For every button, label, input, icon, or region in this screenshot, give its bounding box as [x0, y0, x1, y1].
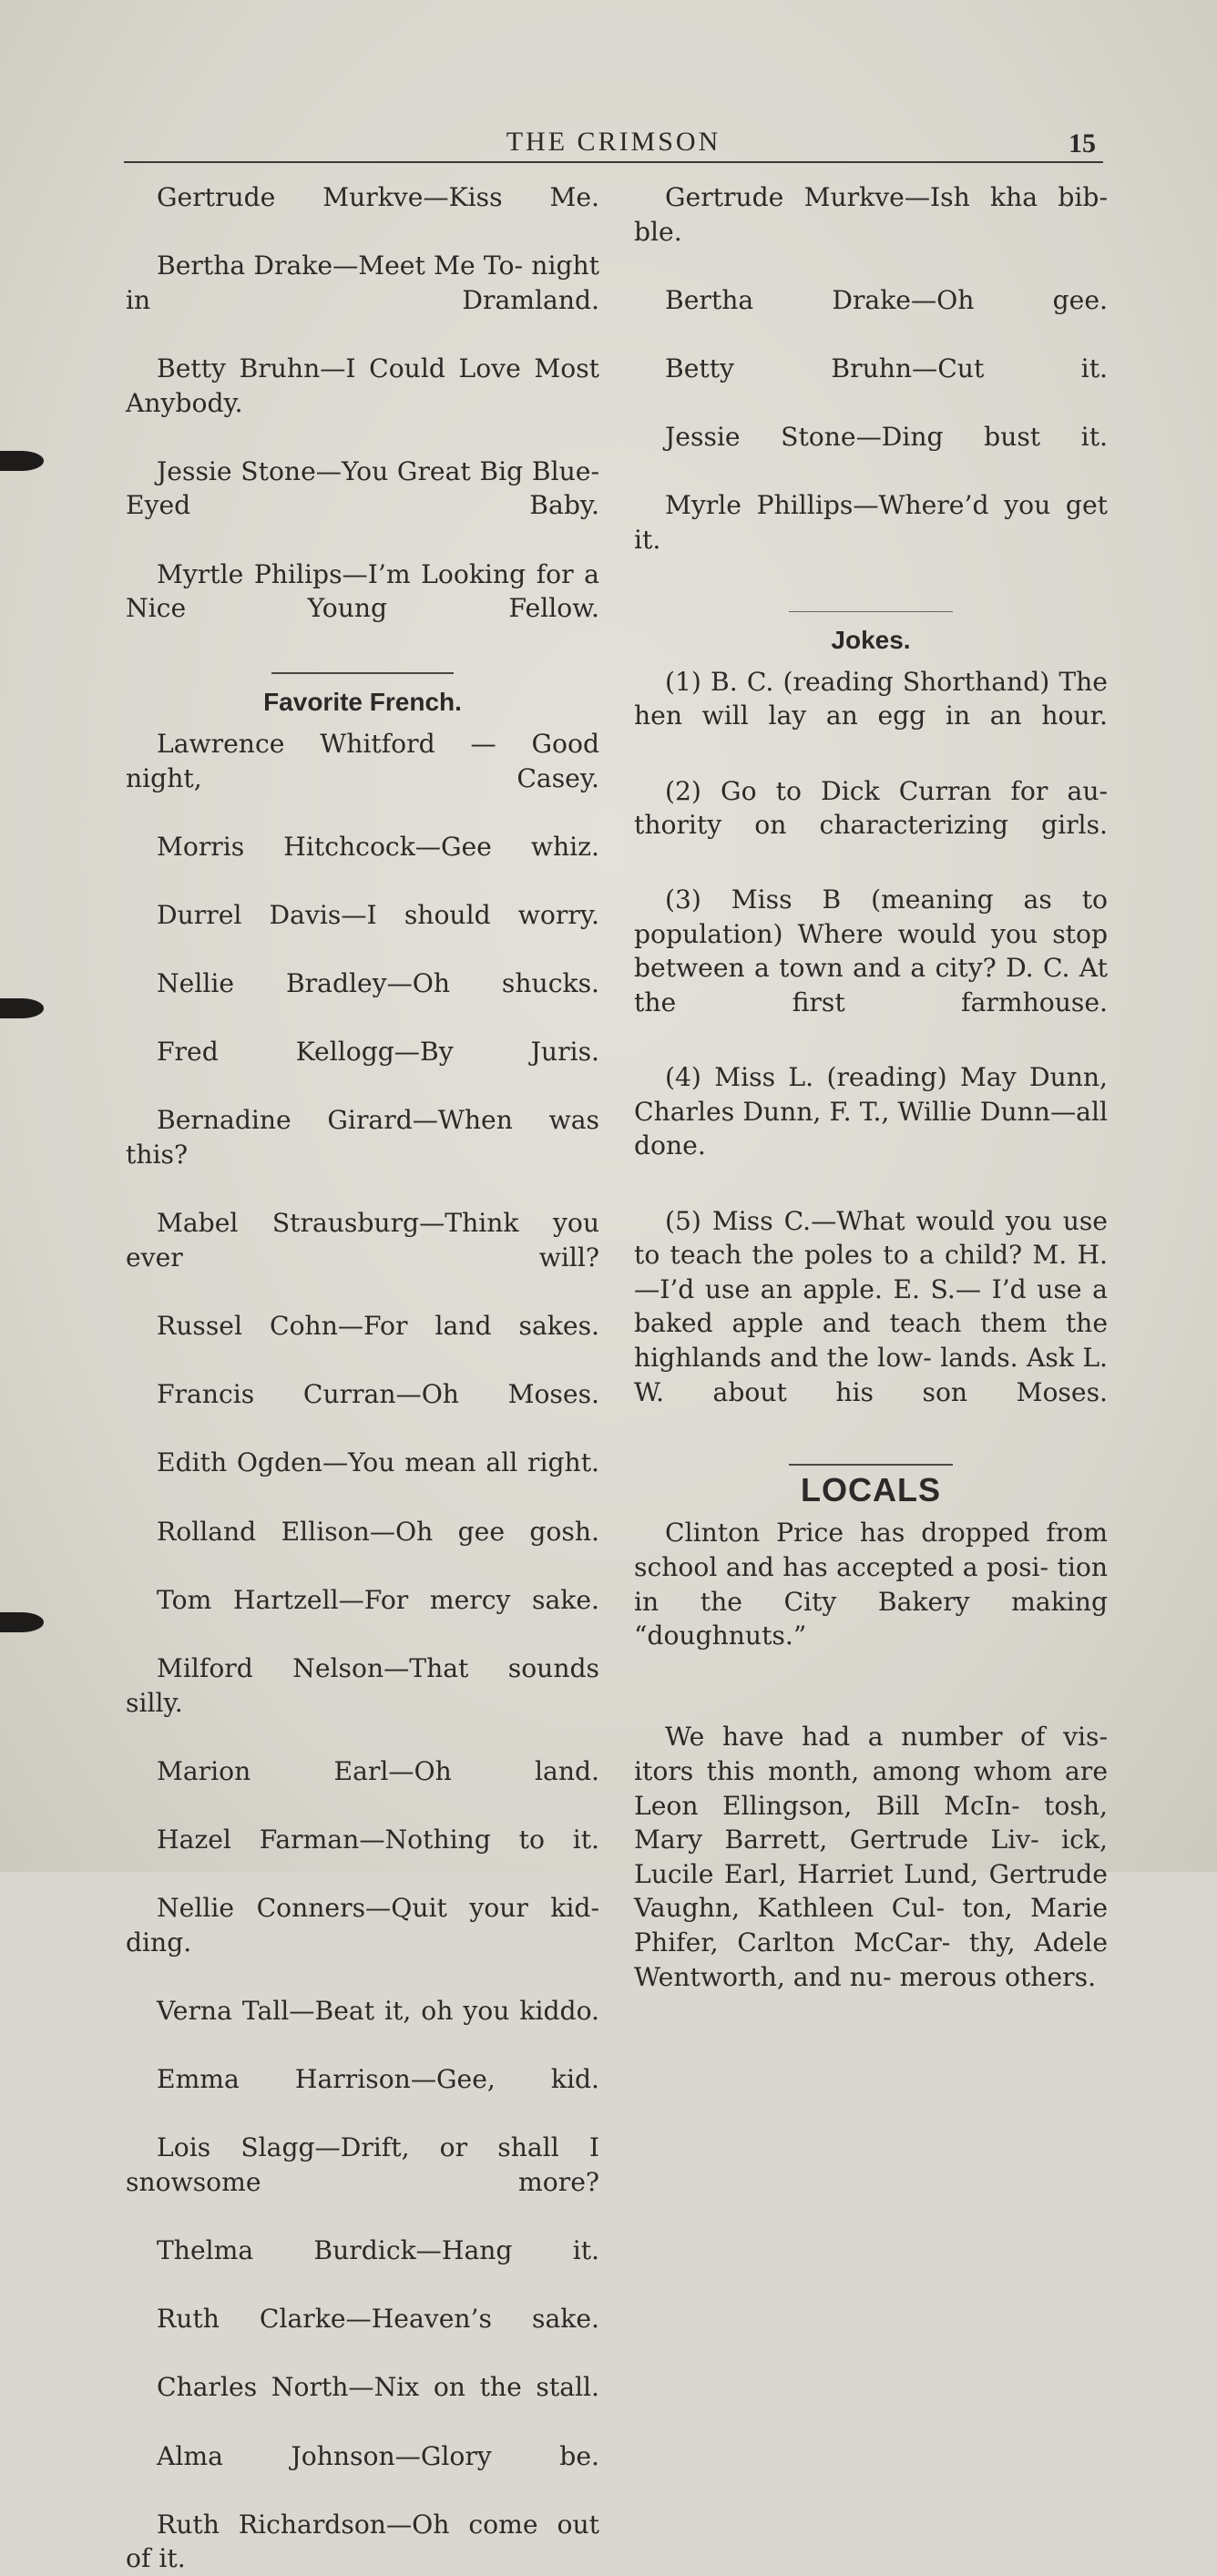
french-entry: Verna Tall—Beat it, oh you kiddo.: [157, 1995, 599, 2026]
joke-entry: (5) Miss C.—What would you use to teach the poles to a child? M. H.—I’d use an apple. E. S.— I’d use a baked apple and teach them the highlands and the low- lands. Ask L. W. about his son Moses.: [634, 1205, 1108, 1407]
french-entry: Rolland Ellison—Oh gee gosh.: [157, 1516, 599, 1547]
song-title-entry: Jessie Stone—You Great Big Blue-Eyed Baby.: [126, 455, 599, 521]
publication-title: THE CRIMSON: [506, 127, 721, 157]
spacer: [634, 1687, 1108, 1720]
section-divider: [789, 1464, 953, 1466]
french-entry: Charles North—Nix on the stall.: [157, 2372, 599, 2403]
local-news-item: Clinton Price has dropped from school and has accepted a posi- tion in the City Bakery making “doughnuts.”: [634, 1518, 1108, 1651]
french-entry: Hazel Farman—Nothing to it.: [157, 1824, 599, 1855]
french-entry: Alma Johnson—Glory be.: [157, 2440, 599, 2471]
local-news-item: We have had a number of vis- itors this month, among whom are Leon Ellingson, Bill McIn- tosh, Mary Barrett, Gertrude Liv- ick, Lucile Earl, Harriet Lund, Gertrude Vaughn, Kathleen Cul- ton, Marie Phifer, Carlton McCar- thy, Adele Wentworth, and nu- merous others.: [634, 1722, 1108, 1992]
french-entry: Nellie Bradley—Oh shucks.: [157, 968, 599, 999]
left-column: [126, 180, 599, 2576]
locals-heading: LOCALS: [801, 1470, 941, 1508]
page-header: [124, 121, 1103, 163]
french-entry: Edith Ogden—You mean all right.: [157, 1447, 599, 1478]
french-entry: Ruth Richardson—Oh come out of it.: [126, 2509, 599, 2574]
retort-entry: Bertha Drake—Oh gee.: [665, 284, 1108, 315]
french-entry: Fred Kellogg—By Juris.: [157, 1037, 599, 1068]
joke-entry: (1) B. C. (reading Shorthand) The hen will lay an egg in an hour.: [634, 666, 1108, 731]
french-entry: Mabel Strausburg—Think you ever will?: [126, 1208, 599, 1273]
song-title-entry: Gertrude Murkve—Kiss Me.: [157, 182, 599, 212]
joke-entry: (4) Miss L. (reading) May Dunn, Charles Dunn, F. T., Willie Dunn—all done.: [634, 1062, 1108, 1161]
french-entry: Tom Hartzell—For mercy sake.: [157, 1584, 599, 1615]
retort-entry: Betty Bruhn—Cut it.: [665, 353, 1108, 383]
french-entry: Milford Nelson—That sounds silly.: [126, 1652, 599, 1718]
page-tear-mark: [0, 1612, 44, 1632]
right-column: [634, 180, 1108, 1994]
favorite-french-heading: Favorite French.: [263, 688, 462, 717]
french-entry: Bernadine Girard—When was this?: [126, 1105, 599, 1170]
french-entry: Nellie Conners—Quit your kid- ding.: [126, 1893, 599, 1958]
retort-entry: Gertrude Murkve—Ish kha bib- ble.: [634, 182, 1108, 247]
joke-entry: (2) Go to Dick Curran for au- thority on characterizing girls.: [634, 775, 1108, 841]
joke-entry: (3) Miss B (meaning as to population) Where would you stop between a town and a city? D. C. At the first farmhouse.: [634, 884, 1108, 1018]
page-tear-mark: [0, 451, 44, 471]
page-number: 15: [1069, 128, 1096, 158]
song-title-entry: Betty Bruhn—I Could Love Most Anybody.: [126, 353, 599, 418]
song-title-entry: Bertha Drake—Meet Me To- night in Dramland.: [126, 250, 599, 315]
french-entry: Emma Harrison—Gee, kid.: [157, 2064, 599, 2095]
retort-entry: Jessie Stone—Ding bust it.: [665, 422, 1108, 453]
section-divider: [271, 672, 454, 674]
french-entry: Marion Earl—Oh land.: [157, 1755, 599, 1786]
jokes-heading: Jokes.: [831, 626, 911, 655]
page-tear-mark: [0, 998, 44, 1018]
french-entry: Morris Hitchcock—Gee whiz.: [157, 831, 599, 862]
french-entry: Ruth Clarke—Heaven’s sake.: [157, 2304, 599, 2335]
french-entry: Francis Curran—Oh Moses.: [157, 1379, 599, 1410]
section-divider: [789, 611, 953, 612]
french-entry: Russel Cohn—For land sakes.: [157, 1311, 599, 1341]
french-entry: Durrel Davis—I should worry.: [157, 899, 599, 930]
song-title-entry: Myrtle Philips—I’m Looking for a Nice Young Fellow.: [126, 558, 599, 624]
french-entry: Lawrence Whitford — Good night, Casey.: [126, 728, 599, 793]
french-entry: Thelma Burdick—Hang it.: [157, 2235, 599, 2266]
retort-entry: Myrle Phillips—Where’d you get it.: [634, 490, 1108, 555]
french-entry: Lois Slagg—Drift, or shall I snowsome more?: [126, 2132, 599, 2197]
